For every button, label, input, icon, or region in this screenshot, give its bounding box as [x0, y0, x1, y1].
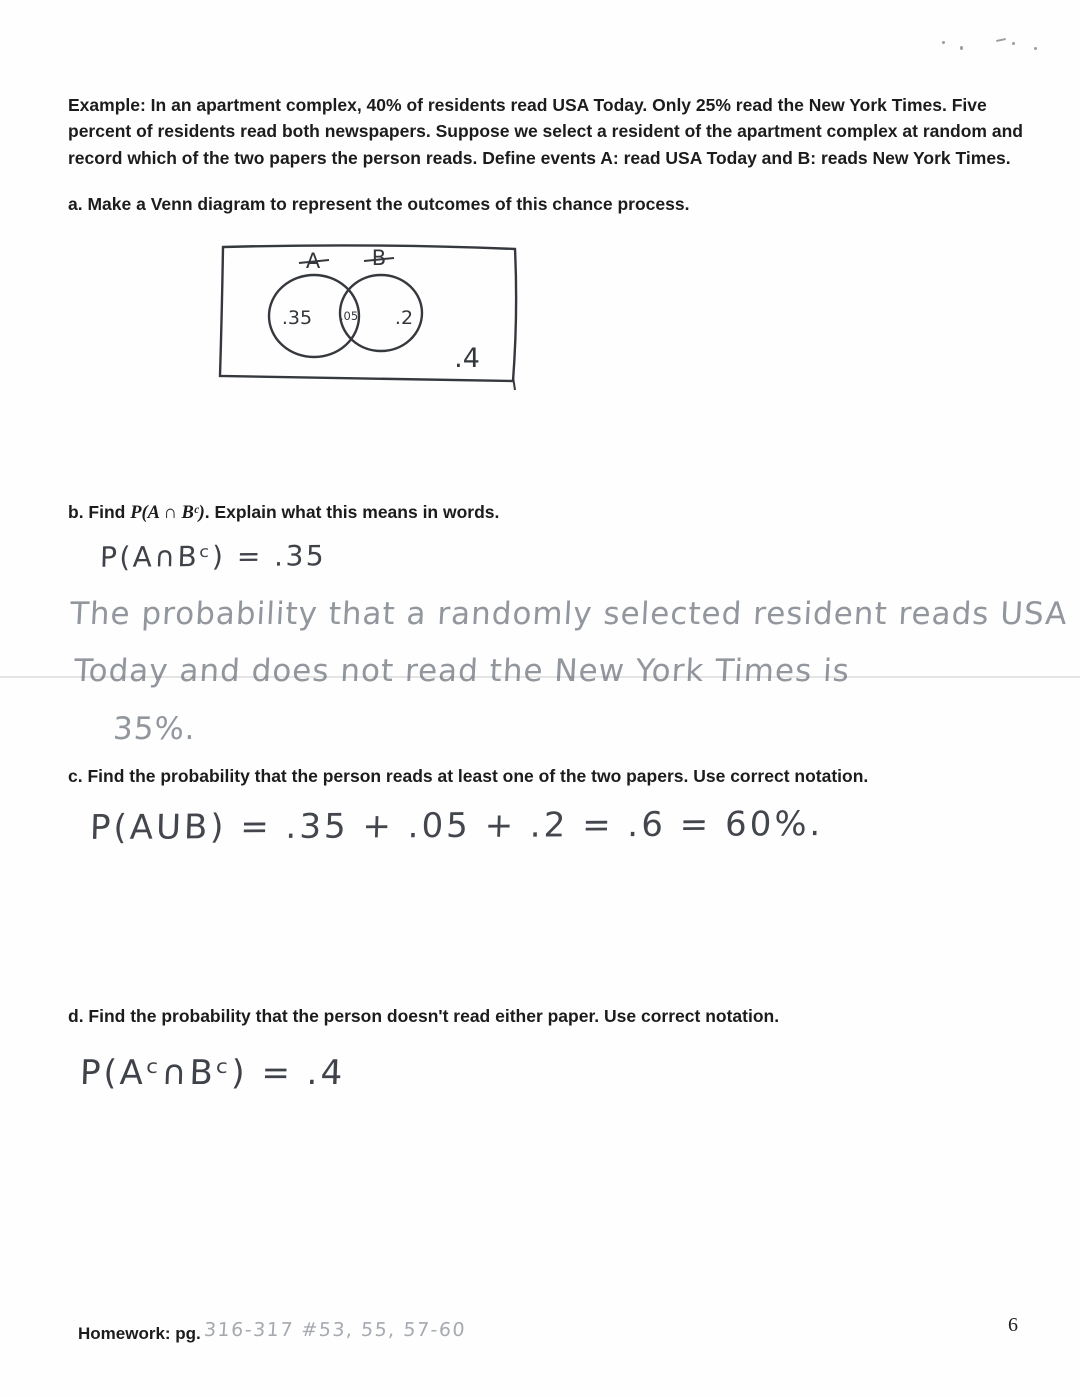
part-b-prompt-math: P(A ∩ Bᶜ) — [130, 503, 205, 523]
part-c-prompt: c. Find the probability that the person reads at least one of the two papers. Use correct notation. — [68, 766, 869, 786]
part-d-prompt: d. Find the probability that the person doesn't read either paper. Use correct notation. — [68, 1006, 780, 1026]
part-b-answer-line1: The probability that a randomly selected resident reads USA — [69, 596, 1069, 632]
part-d-answer-equation: P(Aᶜ∩Bᶜ) = .4 — [79, 1053, 346, 1093]
scan-fold-line — [0, 676, 1080, 678]
venn-box-pen-tail — [513, 377, 515, 390]
venn-value-b-only: .2 — [394, 307, 414, 329]
part-b-prompt — [68, 499, 499, 528]
homework-handwritten-note: 316-317 #53, 55, 57-60 — [203, 1319, 467, 1341]
venn-label-a: A — [305, 249, 321, 273]
part-b-answer-line3: 35%. — [112, 711, 197, 747]
part-a-prompt: a. Make a Venn diagram to represent the outcomes of this chance process. — [68, 194, 690, 214]
venn-value-a-only: .35 — [281, 307, 313, 329]
venn-value-intersection: .05 — [339, 309, 359, 323]
homework-label: Homework: pg. — [78, 1324, 201, 1343]
scan-artifact-marks — [940, 36, 1045, 52]
page-number: 6 — [1008, 1314, 1018, 1336]
part-b-prompt-suffix: . Explain what this means in words. — [204, 502, 500, 522]
part-c-answer-equation: P(AUB) = .35 + .05 + .2 = .6 = 60%. — [89, 804, 825, 848]
part-b-answer-line2: Today and does not read the New York Times is — [73, 653, 851, 689]
part-b-prompt-prefix: b. Find — [68, 502, 131, 522]
venn-diagram — [213, 239, 525, 391]
example-paragraph: Example: In an apartment complex, 40% of residents read USA Today. Only 25% read the New York Times. Five percent of residents read both newspapers. Suppose we select a resident of the apartment complex at random and record which of the two papers the person reads. Define events A: read USA Today and B: reads New York Times. — [68, 95, 1023, 168]
venn-diagram-drawing — [213, 239, 525, 391]
venn-value-outside: .4 — [454, 343, 480, 374]
venn-label-b: B — [371, 246, 387, 270]
part-b-answer-equation: P(A∩Bᶜ) = .35 — [99, 539, 327, 574]
